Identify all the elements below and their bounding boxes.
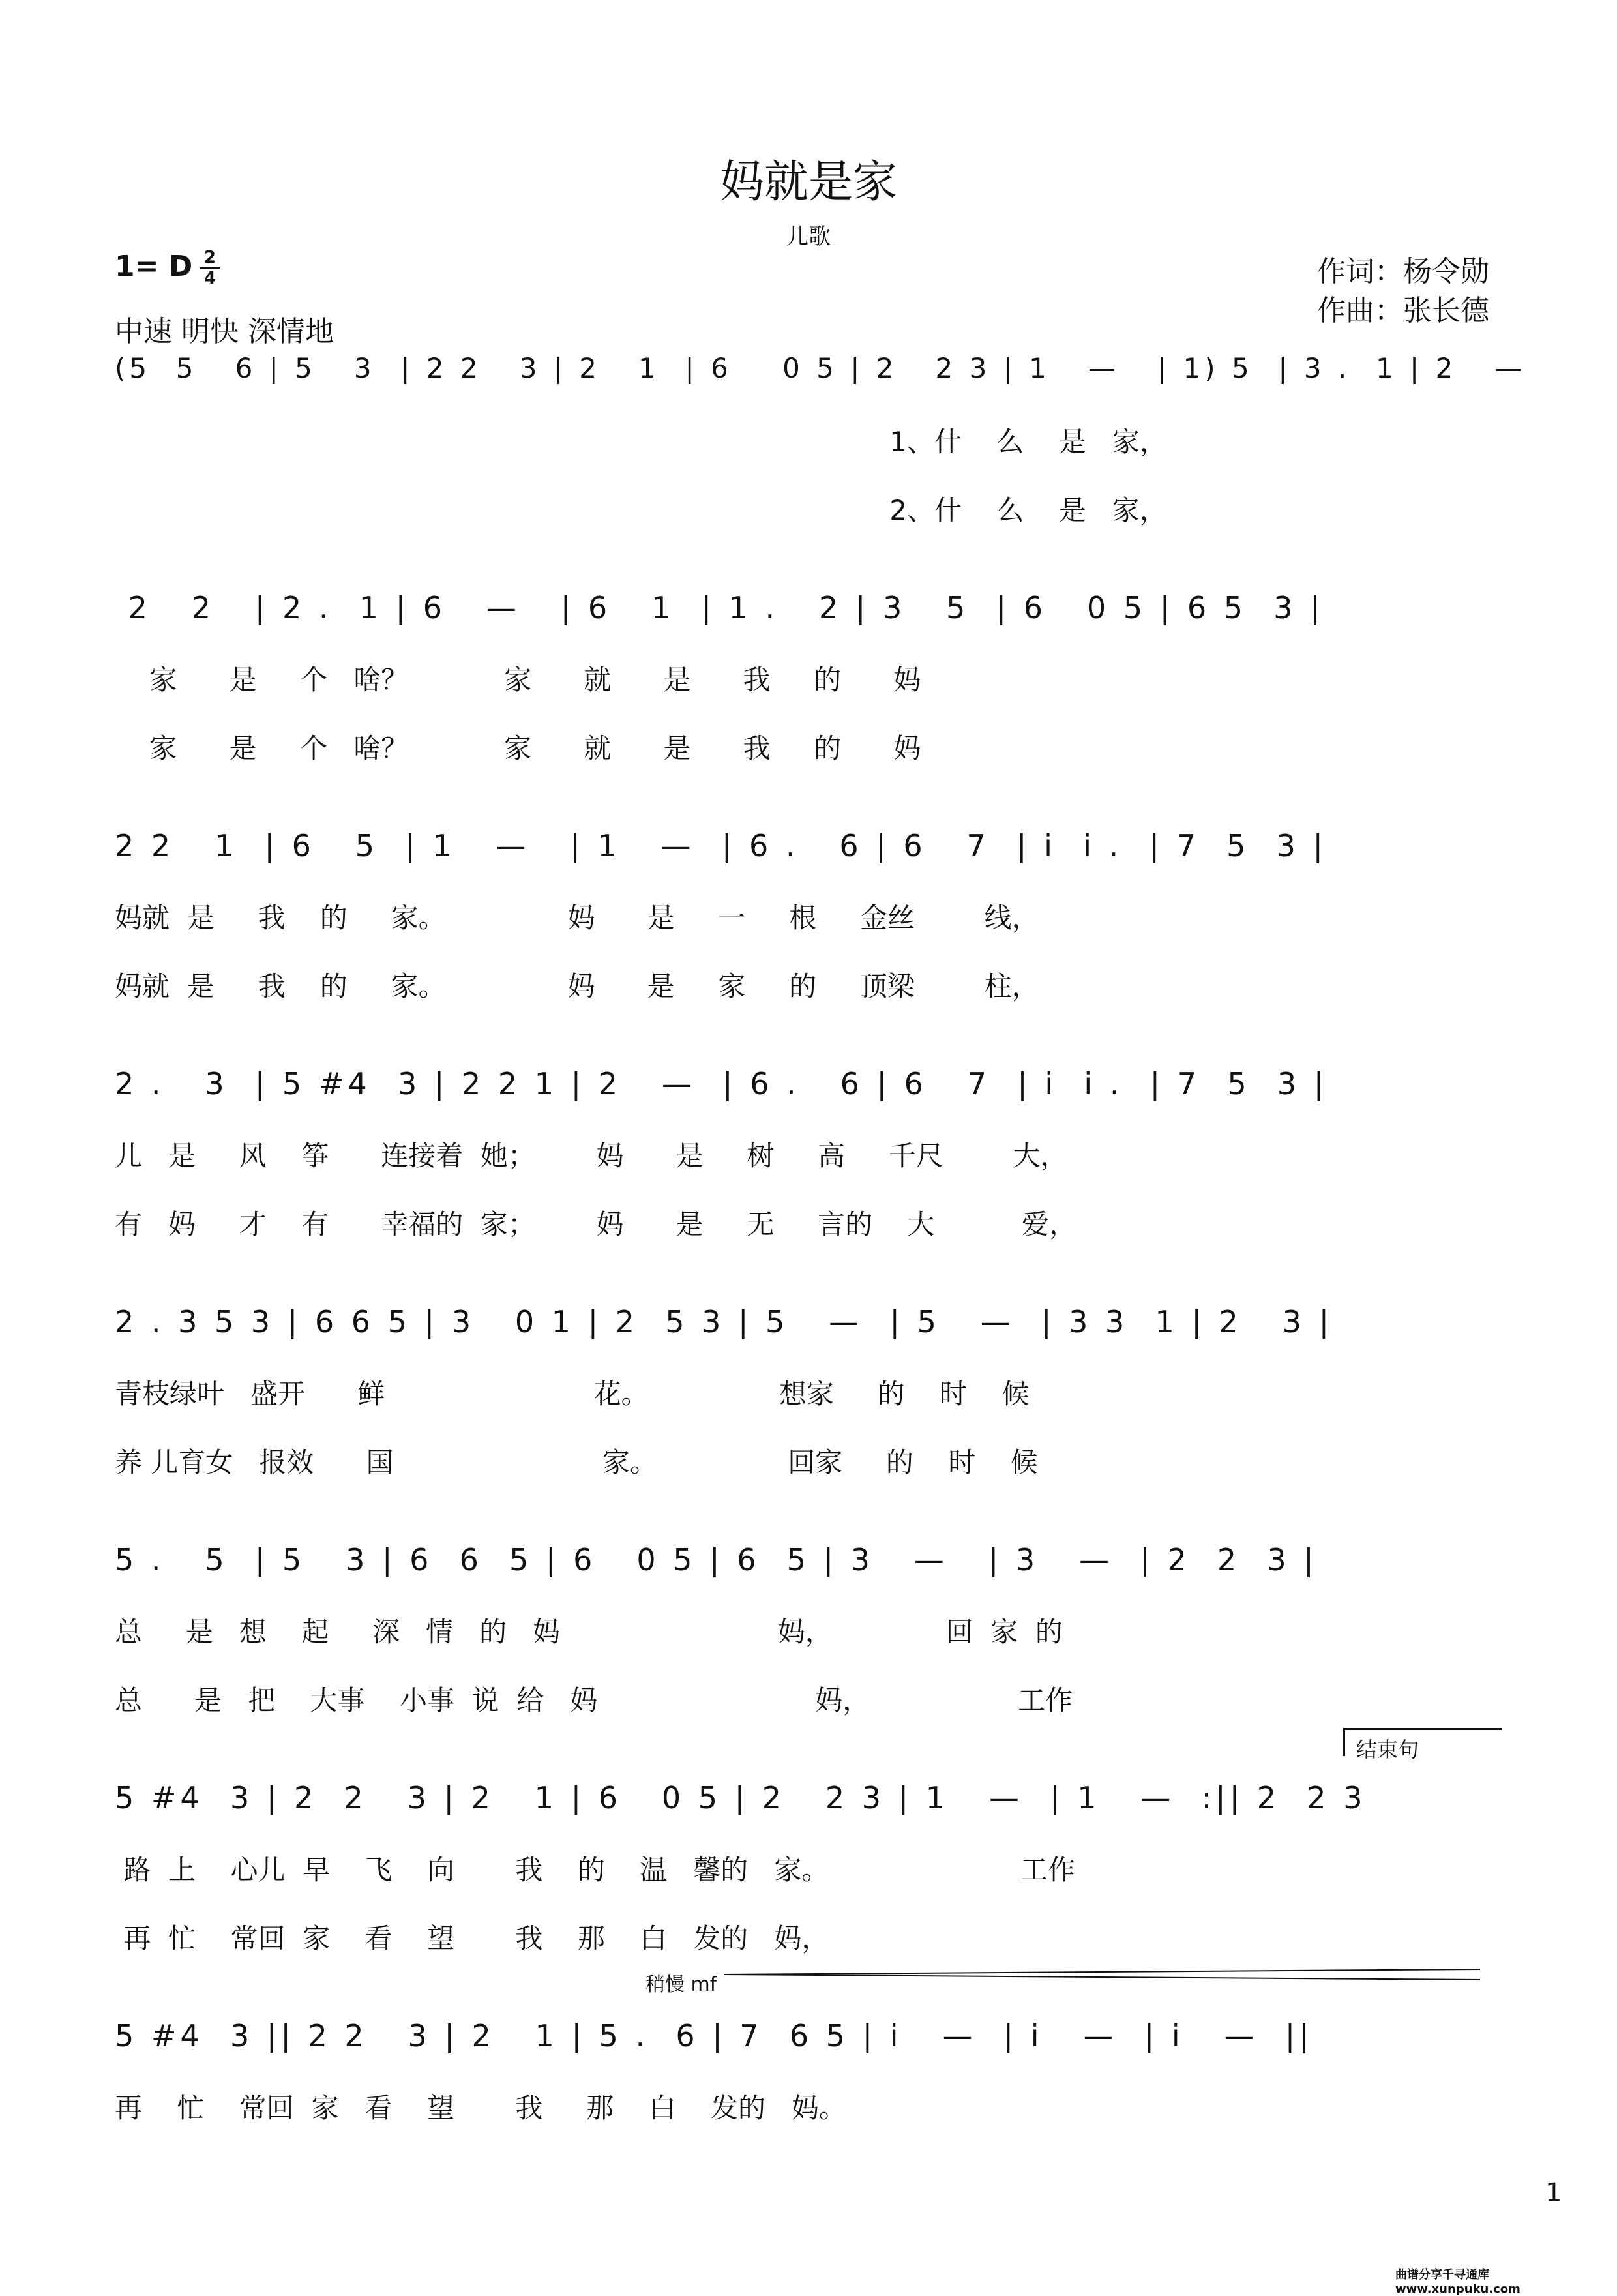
- lyrics-text: 青枝绿叶 盛开 鲜 花。 想家 的 时 候: [115, 1378, 1030, 1410]
- score-line: [0, 590, 1617, 764]
- dynamics-marking: 稍慢 mf: [645, 1973, 717, 1996]
- score-line: [0, 2018, 1617, 2162]
- lyrics-text: 养 儿育女 报效 国 家。 回家 的 时 候: [115, 1446, 1038, 1478]
- time-signature-denominator: 4: [203, 269, 216, 288]
- tempo-marking: 中速 明快 深情地: [115, 315, 334, 348]
- lyrics-text: 2、什 么 是 家，: [115, 494, 1167, 526]
- notation-text: 5 . 5 | 5 3 | 6 6 5 | 6 0 5 | 6 5 | 3 — | 3 — | 2 2 3 |: [115, 1542, 1318, 1577]
- notation-row: [0, 2018, 1617, 2064]
- lyrics-text: 路 上 心儿 早 飞 向 我 的 温 馨的 家。 工作: [115, 1854, 1076, 1886]
- lyrics-text: 儿 是 风 筝 连接着 她； 妈 是 树 高 千尺 大，: [115, 1140, 1068, 1172]
- notation-text: 2 . 3 | 5 #4 3 | 2 2 1 | 2 — | 6 . 6 | 6 7 | i i . | 7 5 3 |: [115, 1066, 1328, 1101]
- page-number: 1: [1545, 2178, 1562, 2208]
- lyrics-text: 家 是 个 啥？ 家 就 是 我 的 妈: [115, 732, 921, 764]
- lyricist-credit: 作词：杨令勋: [1317, 255, 1489, 288]
- score-line: [0, 352, 1617, 526]
- lyrics-text: 总 是 把 大事 小事 说 给 妈 妈， 工作: [115, 1684, 1073, 1716]
- score-line: [0, 828, 1617, 1002]
- score-line: [0, 1542, 1617, 1716]
- notation-text: 2 2 | 2 . 1 | 6 — | 6 1 | 1 . 2 | 3 5 | 6 0 5 | 6 5 3 |: [115, 590, 1324, 625]
- composer-credit: 作曲：张长德: [1317, 294, 1489, 327]
- key-signature: 1= D: [115, 250, 193, 283]
- time-signature: [198, 249, 222, 288]
- notation-text: 2 2 1 | 6 5 | 1 — | 1 — | 6 . 6 | 6 7 | i i . | 7 5 3 |: [115, 828, 1328, 863]
- lyrics-text: 总 是 想 起 深 情 的 妈 妈， 回 家 的: [115, 1616, 1063, 1648]
- notation-row: [0, 352, 1617, 398]
- score-line: [0, 1066, 1617, 1240]
- ending-label: 结束句: [1356, 1737, 1419, 1762]
- lyrics-text: 再 忙 常回 家 看 望 我 那 白 发的 妈。: [115, 2092, 847, 2124]
- notation-text: 2 . 3 5 3 | 6 6 5 | 3 0 1 | 2 5 3 | 5 — | 5 — | 3 3 1 | 2 3 |: [115, 1304, 1333, 1339]
- lyrics-text: 妈就 是 我 的 家。 妈 是 家 的 顶梁 柱，: [115, 970, 1039, 1002]
- score-line: [0, 1304, 1617, 1478]
- notation-row: [0, 1542, 1617, 1588]
- footer-watermark: 曲谱分享千寻通库 www.xunpuku.com: [1395, 2268, 1521, 2296]
- lyrics-text: 1、什 么 是 家，: [115, 426, 1167, 458]
- lyrics-text: 有 妈 才 有 幸福的 家； 妈 是 无 言的 大 爱，: [115, 1208, 1076, 1240]
- notation-row: [0, 1304, 1617, 1350]
- time-signature-numerator: 2: [203, 248, 216, 267]
- decrescendo-hairpin: [724, 1968, 1480, 1981]
- lyrics-text: 家 是 个 啥？ 家 就 是 我 的 妈: [115, 664, 921, 696]
- lyrics-text: 妈就 是 我 的 家。 妈 是 一 根 金丝 线，: [115, 902, 1039, 934]
- notation-row: [0, 1780, 1617, 1826]
- notation-row: [0, 590, 1617, 636]
- notation-text: 5 #4 3 || 2 2 3 | 2 1 | 5 . 6 | 7 6 5 | i — | i — | i — ||: [115, 2018, 1313, 2053]
- song-title: 妈就是家: [719, 157, 897, 208]
- notation-row: [0, 1066, 1617, 1112]
- notation-text: (5 5 6 | 5 3 | 2 2 3 | 2 1 | 6 0 5 | 2 2 3 | 1 — | 1) 5 | 3 . 1 | 2 —: [115, 352, 1526, 384]
- song-subtitle: 儿歌: [786, 224, 831, 250]
- lyrics-text: 再 忙 常回 家 看 望 我 那 白 发的 妈，: [115, 1922, 829, 1954]
- score-line: [0, 1780, 1617, 1954]
- notation-text: 5 #4 3 | 2 2 3 | 2 1 | 6 0 5 | 2 2 3 | 1 — | 1 — :|| 2 2 3: [115, 1780, 1367, 1815]
- notation-row: [0, 828, 1617, 874]
